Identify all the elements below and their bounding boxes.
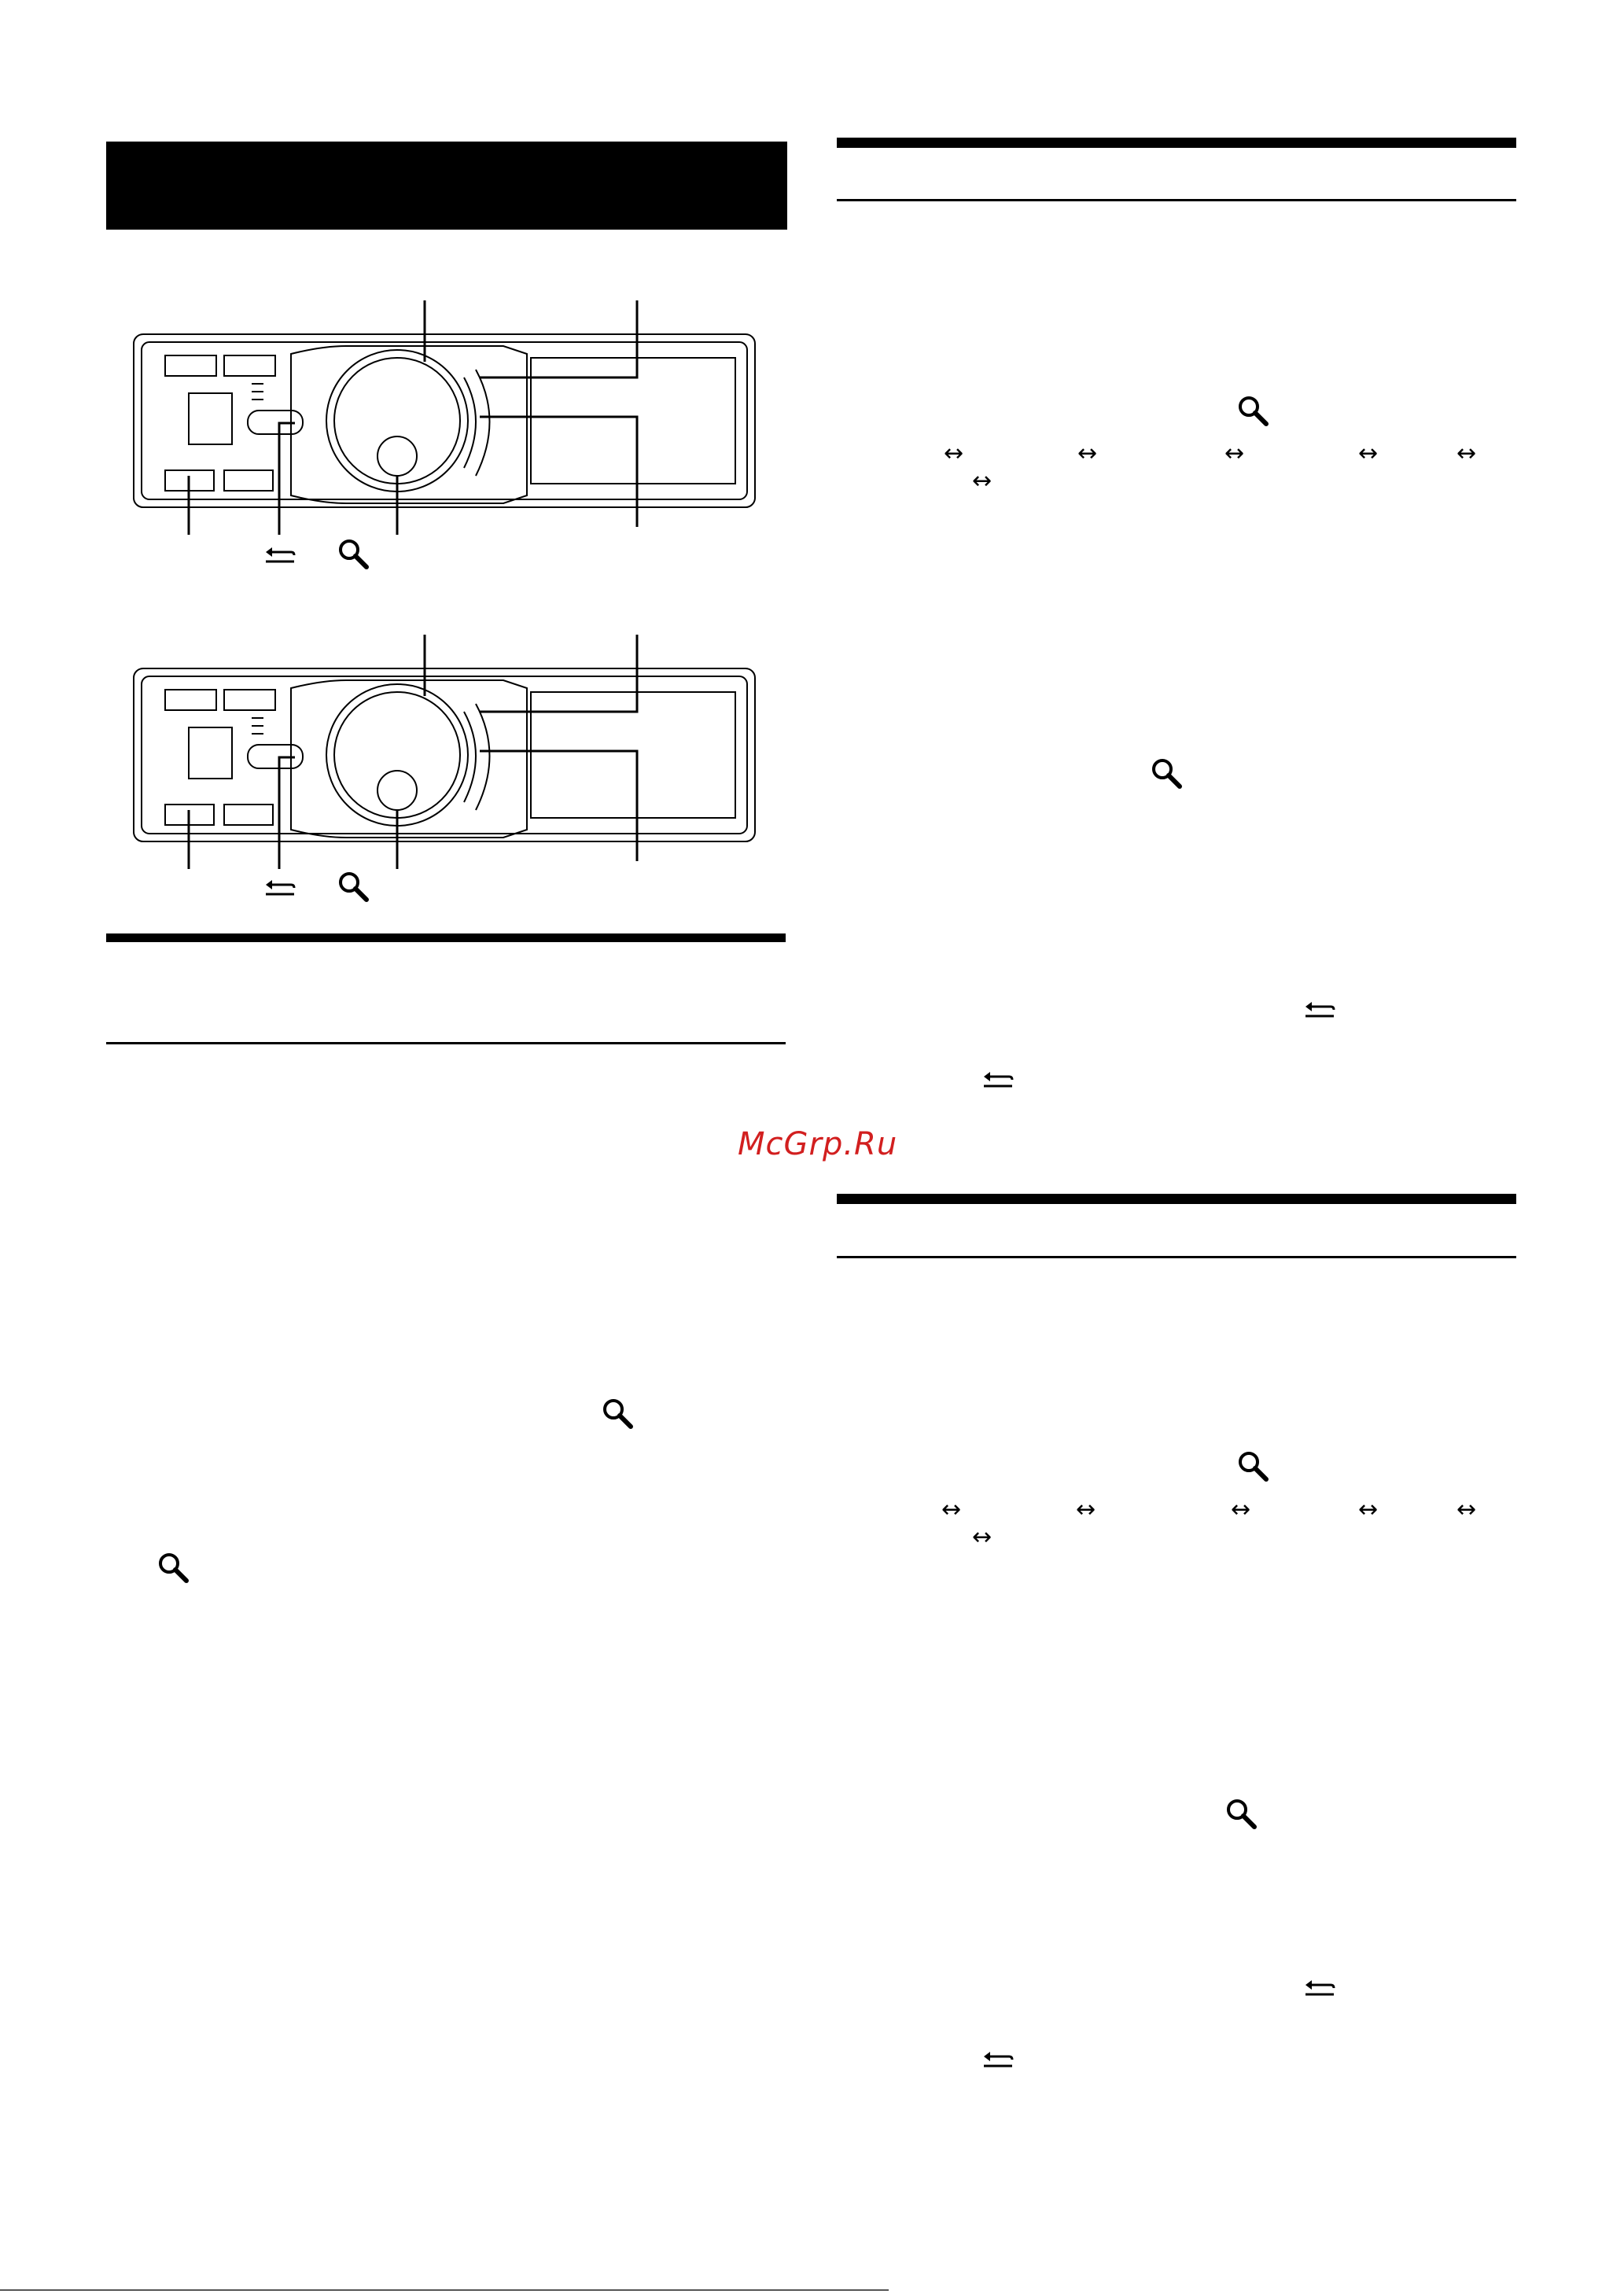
arrow-symbol: ↔ xyxy=(972,467,992,495)
back-icon xyxy=(978,2047,1017,2071)
section-top-rule xyxy=(837,1194,1516,1204)
arrow-symbol: ↔ xyxy=(972,1523,992,1551)
arrow-symbol: ↔ xyxy=(944,440,964,467)
section-top-rule xyxy=(106,933,786,942)
back-icon xyxy=(1299,997,1339,1021)
arrow-symbol: ↔ xyxy=(1077,440,1098,467)
arrow-symbol: ↔ xyxy=(1456,440,1477,467)
search-icon xyxy=(1236,394,1271,429)
section-bottom-rule xyxy=(106,1042,786,1044)
watermark: McGrp.Ru xyxy=(738,1126,898,1162)
arrow-symbol: ↔ xyxy=(1076,1496,1096,1523)
arrow-symbol: ↔ xyxy=(1231,1496,1251,1523)
back-icon xyxy=(260,875,299,899)
search-icon xyxy=(1224,1797,1259,1832)
arrow-symbol: ↔ xyxy=(941,1496,962,1523)
back-icon xyxy=(260,543,299,566)
back-icon xyxy=(978,1067,1017,1091)
search-icon xyxy=(337,537,371,572)
arrow-symbol: ↔ xyxy=(1456,1496,1477,1523)
section-bottom-rule xyxy=(837,1256,1516,1258)
search-icon xyxy=(601,1397,635,1431)
head-unit-diagram-2 xyxy=(126,625,771,916)
footer-rule xyxy=(0,2289,889,2291)
arrow-symbol: ↔ xyxy=(1358,1496,1379,1523)
search-icon xyxy=(1236,1449,1271,1484)
search-icon xyxy=(337,870,371,904)
back-icon xyxy=(1299,1975,1339,1999)
section-top-rule xyxy=(837,138,1516,148)
section-bottom-rule xyxy=(837,199,1516,201)
search-icon xyxy=(157,1551,191,1585)
search-icon xyxy=(1150,757,1184,791)
section-header-bar xyxy=(106,142,787,230)
arrow-symbol: ↔ xyxy=(1224,440,1245,467)
arrow-symbol: ↔ xyxy=(1358,440,1379,467)
head-unit-diagram-1 xyxy=(126,291,771,582)
